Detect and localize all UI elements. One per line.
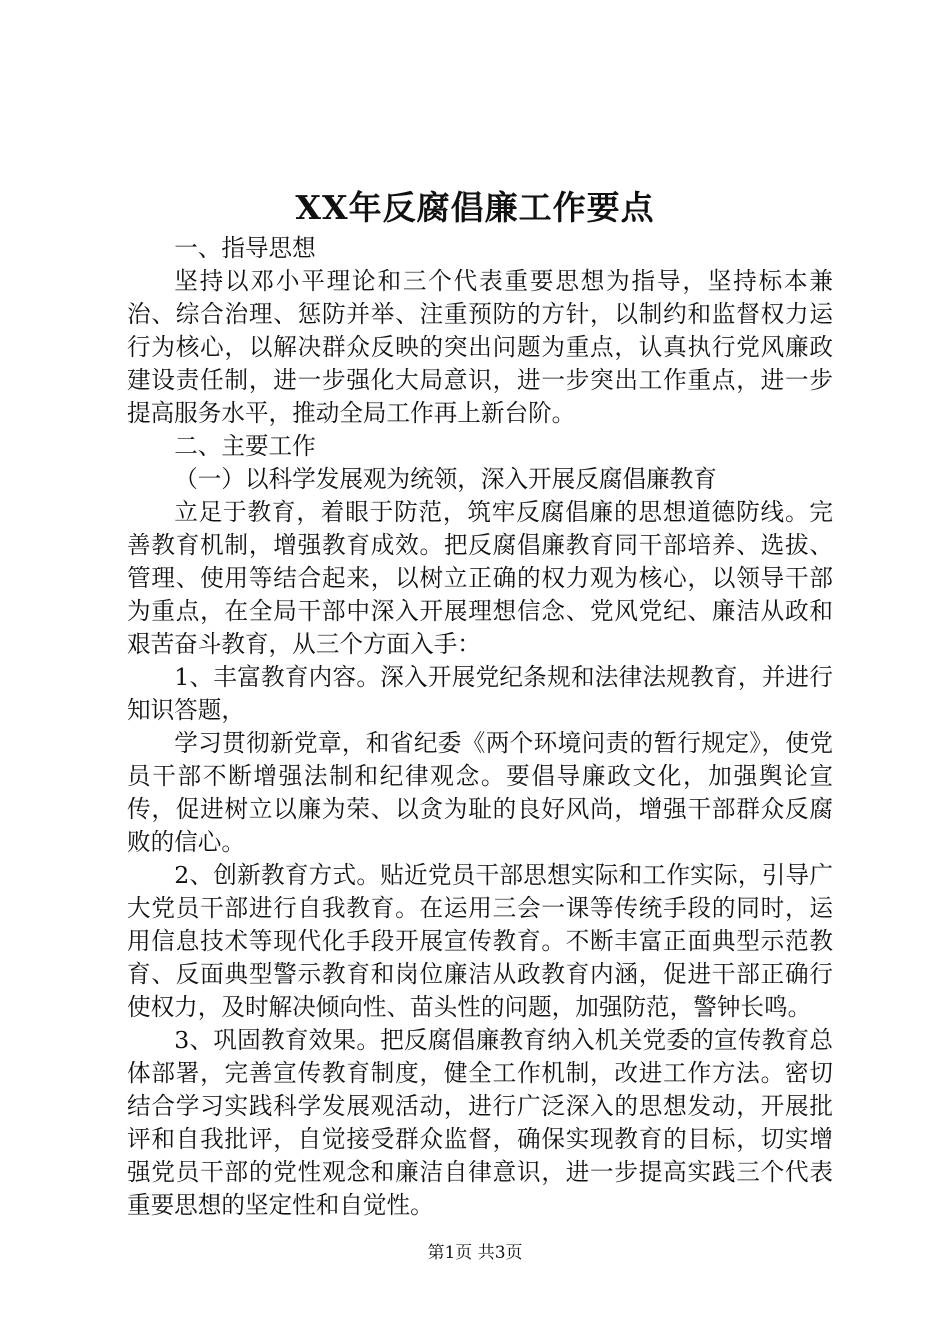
section-heading-guiding-ideology: 一、指导思想	[174, 234, 316, 262]
paragraph-item-1: 1、丰富教育内容。深入开展党纪条规和法律法规教育，并进行知识答题，	[127, 663, 833, 724]
section-heading-main-work: 二、主要工作	[174, 432, 316, 460]
document-title: XX年反腐倡廉工作要点	[295, 188, 655, 227]
paragraph-education-foundation: 立足于教育，着眼于防范，筑牢反腐倡廉的思想道德防线。完善教育机制，增强教育成效。把反腐倡廉教育同干部培养、选拔、管理、使用等结合起来，以树立正确的权力观为核心，以领导干部为重点，在全局干部中深入开展理想信念、党风党纪、廉洁从政和艰苦奋斗教育，从三个方面入手：	[127, 498, 833, 658]
paragraph-item-1-continued: 学习贯彻新党章，和省纪委《两个环境问责的暂行规定》，使党员干部不断增强法制和纪律观念。要倡导廉政文化，加强舆论宣传，促进树立以廉为荣、以贪为耻的良好风尚，增强干部群众反腐败的信心。	[127, 729, 833, 856]
subsection-heading-1: （一）以科学发展观为统领，深入开展反腐倡廉教育	[174, 465, 717, 493]
document-body	[127, 232, 833, 1222]
page-number-footer: 第1页 共3页	[427, 1243, 523, 1263]
paragraph-item-3: 3、巩固教育效果。把反腐倡廉教育纳入机关党委的宣传教育总体部署，完善宣传教育制度，健全工作机制，改进工作方法。密切结合学习实践科学发展观活动，进行广泛深入的思想发动，开展批评和自我批评，自觉接受群众监督，确保实现教育的目标，切实增强党员干部的党性观念和廉洁自律意识，进一步提高实践三个代表重要思想的坚定性和自觉性。	[127, 1026, 833, 1219]
paragraph-guiding-ideology: 坚持以邓小平理论和三个代表重要思想为指导，坚持标本兼治、综合治理、惩防并举、注重预防的方针，以制约和监督权力运行为核心，以解决群众反映的突出问题为重点，认真执行党风廉政建设责任制，进一步强化大局意识，进一步突出工作重点，进一步提高服务水平，推动全局工作再上新台阶。	[127, 267, 833, 427]
paragraph-item-2: 2、创新教育方式。贴近党员干部思想实际和工作实际，引导广大党员干部进行自我教育。在运用三会一课等传统手段的同时，运用信息技术等现代化手段开展宣传教育。不断丰富正面典型示范教育、反面典型警示教育和岗位廉洁从政教育内涵，促进干部正确行使权力，及时解决倾向性、苗头性的问题，加强防范，警钟长鸣。	[127, 861, 833, 1021]
